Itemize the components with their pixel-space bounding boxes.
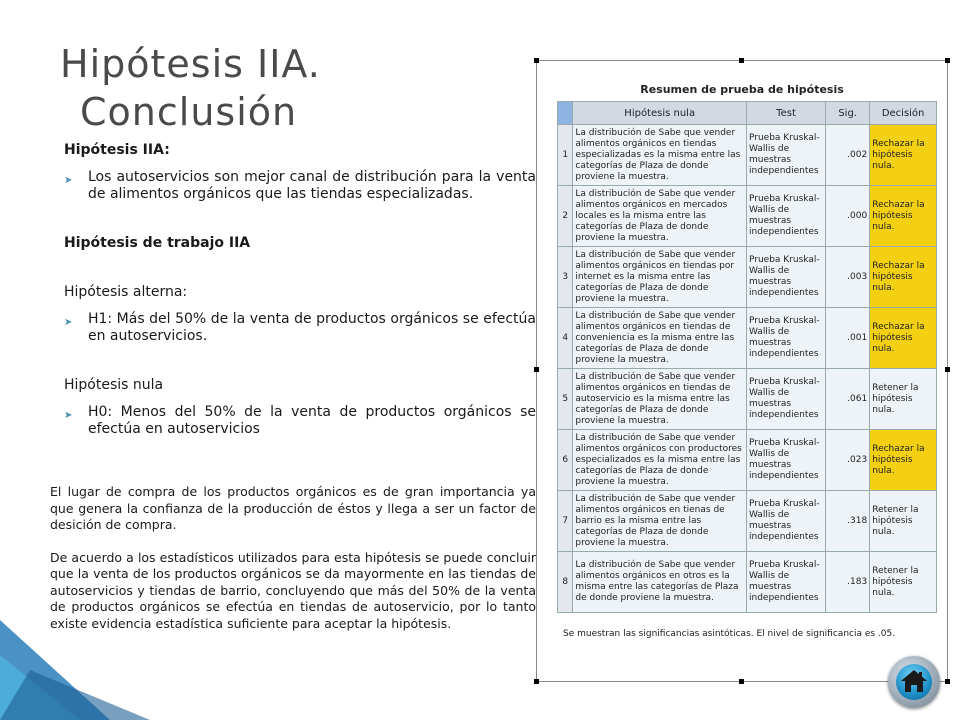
hypothesis-section <box>64 142 536 438</box>
row-sig: .318 <box>826 491 870 552</box>
row-hypothesis: La distribución de Sabe que vender alimentos orgánicos en otros es la misma entre las categorías de Plaza de donde proviene la muestra. <box>573 552 747 613</box>
table-row <box>558 552 937 613</box>
table-title: Resumen de prueba de hipótesis <box>640 83 844 96</box>
resize-handle-tr[interactable] <box>945 58 950 63</box>
resize-handle-l[interactable] <box>534 367 539 372</box>
row-test: Prueba Kruskal-Wallis de muestras independientes <box>746 308 825 369</box>
row-sig: .002 <box>826 125 870 186</box>
header-sig: Sig. <box>826 102 870 125</box>
conclusion-paragraph-2: De acuerdo a los estadísticos utilizados para esta hipótesis se puede concluir que la venta de los productos orgánicos se da mayormente en las tiendas de autoservicios y tiendas de barrio, concluyendo que más del 50% de la venta de productos orgánicos se efectúa en tiendas de autoservicio, por lo tanto existe evidencia estadística suficiente para aceptar la hipótesis. <box>50 549 536 631</box>
header-index <box>558 102 573 125</box>
resize-handle-bl[interactable] <box>534 679 539 684</box>
title-line-2: Conclusión <box>80 90 298 134</box>
table-row <box>558 186 937 247</box>
hypothesis-iia-text: Los autoservicios son mejor canal de distribución para la venta de alimentos orgánicos que las tiendas especializadas. <box>88 169 536 202</box>
row-hypothesis: La distribución de Sabe que vender alimentos orgánicos en tienas de barrio es la misma entre las categorías de Plaza de donde proviene la muestra. <box>573 491 747 552</box>
row-decision: Rechazar la hipótesis nula. <box>870 308 937 369</box>
hypothesis-iia-label: Hipótesis IIA: <box>64 142 170 158</box>
arrow-bullet-icon: ➤ <box>64 175 73 186</box>
row-test: Prueba Kruskal-Wallis de muestras independientes <box>746 369 825 430</box>
table-row <box>558 308 937 369</box>
row-decision: Retener la hipótesis nula. <box>870 369 937 430</box>
table-row <box>558 430 937 491</box>
hypothesis-summary-table <box>557 101 937 613</box>
row-sig: .061 <box>826 369 870 430</box>
home-icon[interactable] <box>896 663 932 699</box>
row-sig: .183 <box>826 552 870 613</box>
table-header-row <box>558 102 937 125</box>
row-index: 2 <box>558 186 573 247</box>
row-hypothesis: La distribución de Sabe que vender alimentos orgánicos en tiendas de autoservicio es la misma entre las categorías de Plaza de donde proviene la muestra. <box>573 369 747 430</box>
page-title <box>60 40 321 136</box>
conclusion-paragraph-1: El lugar de compra de los productos orgánicos es de gran importancia ya que genera la confianza de la producción de éstos y llega a ser un factor de desición de compra. <box>50 484 536 532</box>
table-row <box>558 125 937 186</box>
row-decision: Rechazar la hipótesis nula. <box>870 430 937 491</box>
row-decision: Rechazar la hipótesis nula. <box>870 247 937 308</box>
null-hypothesis-bullet <box>64 404 536 438</box>
header-test: Test <box>746 102 825 125</box>
header-hypothesis: Hipótesis nula <box>573 102 747 125</box>
row-hypothesis: La distribución de Sabe que vender alimentos orgánicos en tiendas especializadas es la misma entre las categorías de Plaza de donde proviene la muestra. <box>573 125 747 186</box>
row-test: Prueba Kruskal-Wallis de muestras independientes <box>746 247 825 308</box>
row-index: 5 <box>558 369 573 430</box>
row-index: 1 <box>558 125 573 186</box>
row-test: Prueba Kruskal-Wallis de muestras independientes <box>746 186 825 247</box>
table-row <box>558 491 937 552</box>
arrow-bullet-icon: ➤ <box>64 410 73 421</box>
row-test: Prueba Kruskal-Wallis de muestras independientes <box>746 125 825 186</box>
row-test: Prueba Kruskal-Wallis de muestras independientes <box>746 491 825 552</box>
alternate-hypothesis-bullet <box>64 311 536 345</box>
row-hypothesis: La distribución de Sabe que vender alimentos orgánicos con productores especializados es la misma entre las categorías de Plaza de donde proviene la muestra. <box>573 430 747 491</box>
row-index: 7 <box>558 491 573 552</box>
row-sig: .023 <box>826 430 870 491</box>
title-line-1: Hipótesis IIA. <box>60 42 321 86</box>
alternate-hypothesis-label: Hipótesis alterna: <box>64 284 188 300</box>
null-hypothesis-text: H0: Menos del 50% de la venta de productos orgánicos se efectúa en autoservicios <box>88 404 536 437</box>
row-hypothesis: La distribución de Sabe que vender alimentos orgánicos en mercados locales es la misma entre las categorías de Plaza de donde proviene la muestra. <box>573 186 747 247</box>
arrow-bullet-icon: ➤ <box>64 317 73 328</box>
row-index: 3 <box>558 247 573 308</box>
row-decision: Rechazar la hipótesis nula. <box>870 125 937 186</box>
resize-handle-t[interactable] <box>739 58 744 63</box>
resize-handle-r[interactable] <box>945 367 950 372</box>
row-hypothesis: La distribución de Sabe que vender alimentos orgánicos en tiendas por internet es la misma entre las categorías de Plaza de donde proviene la muestra. <box>573 247 747 308</box>
row-index: 8 <box>558 552 573 613</box>
table-row <box>558 369 937 430</box>
table-footnote: Se muestran las significancias asintóticas. El nivel de significancia es .05. <box>563 629 896 639</box>
row-decision: Retener la hipótesis nula. <box>870 491 937 552</box>
corner-decoration <box>0 600 160 720</box>
table-row <box>558 247 937 308</box>
row-decision: Retener la hipótesis nula. <box>870 552 937 613</box>
row-sig: .000 <box>826 186 870 247</box>
resize-handle-tl[interactable] <box>534 58 539 63</box>
resize-handle-b[interactable] <box>739 679 744 684</box>
row-sig: .001 <box>826 308 870 369</box>
resize-handle-br[interactable] <box>945 679 950 684</box>
hypothesis-iia-bullet <box>64 169 536 203</box>
row-test: Prueba Kruskal-Wallis de muestras independientes <box>746 552 825 613</box>
row-test: Prueba Kruskal-Wallis de muestras independientes <box>746 430 825 491</box>
row-decision: Rechazar la hipótesis nula. <box>870 186 937 247</box>
row-index: 4 <box>558 308 573 369</box>
alternate-hypothesis-text: H1: Más del 50% de la venta de productos orgánicos se efectúa en autoservicios. <box>88 311 536 344</box>
row-index: 6 <box>558 430 573 491</box>
null-hypothesis-label: Hipótesis nula <box>64 377 164 393</box>
row-hypothesis: La distribución de Sabe que vender alimentos orgánicos en tiendas de conveniencia es la misma entre las categorías de Plaza de donde proviene la muestra. <box>573 308 747 369</box>
header-decision: Decisión <box>870 102 937 125</box>
home-button[interactable] <box>888 656 940 708</box>
working-hypothesis-label: Hipótesis de trabajo IIA <box>64 235 251 251</box>
hypothesis-table-object[interactable] <box>536 60 948 682</box>
row-sig: .003 <box>826 247 870 308</box>
